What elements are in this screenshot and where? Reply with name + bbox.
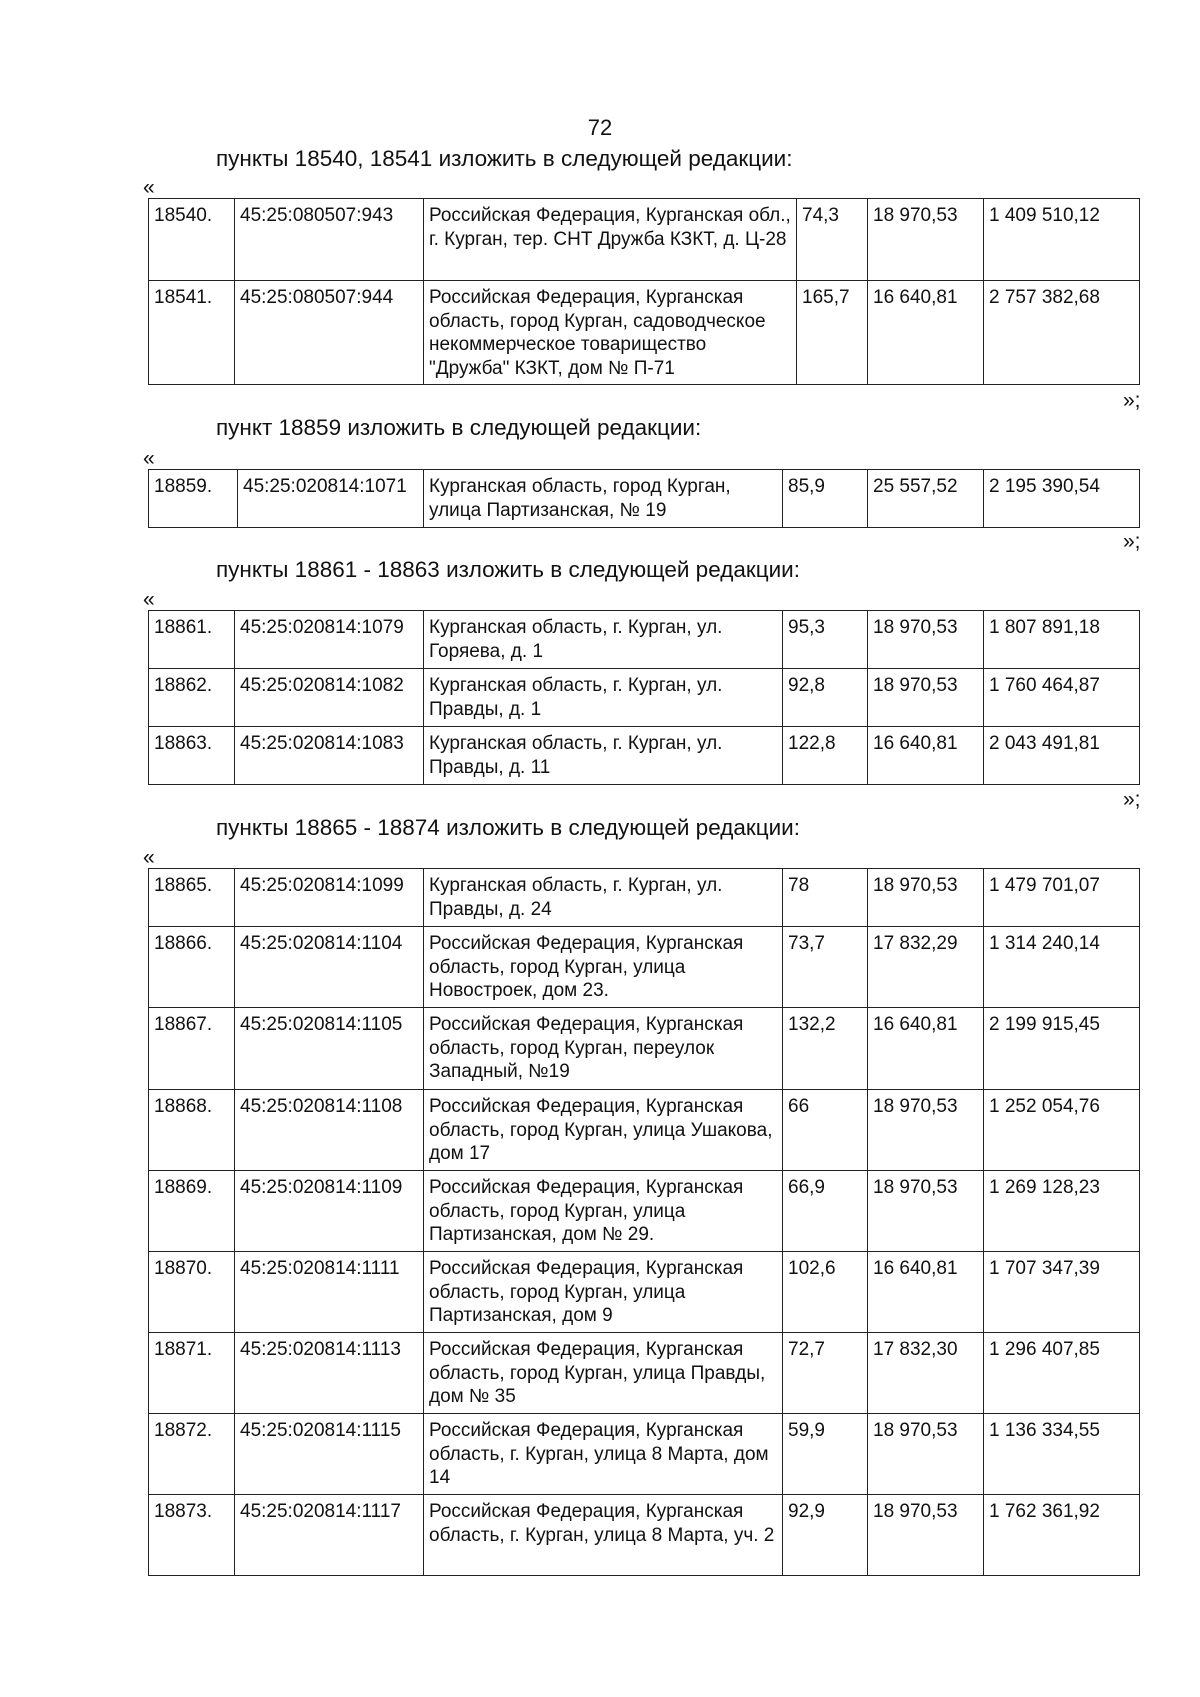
area: 74,3 <box>797 199 868 281</box>
close-quote: »; <box>1123 530 1141 553</box>
address: Российская Федерация, Курганская область, город Курган, улица Партизанская, дом 9 <box>424 1252 783 1333</box>
section-heading: пункт 18859 изложить в следующей редакции: <box>216 415 702 440</box>
address: Российская Федерация, Курганская область, г. Курган, улица 8 Марта, дом 14 <box>424 1414 783 1495</box>
table-row <box>149 1171 1140 1252</box>
total-value: 1 252 054,76 <box>984 1090 1140 1171</box>
total-value: 1 807 891,18 <box>984 611 1140 669</box>
table-row <box>149 611 1140 669</box>
cadastral-number: 45:25:020814:1083 <box>235 727 424 785</box>
cadastral-number: 45:25:020814:1071 <box>238 470 424 528</box>
total-value: 1 296 407,85 <box>984 1333 1140 1414</box>
unit-price: 18 970,53 <box>868 1090 984 1171</box>
area: 85,9 <box>783 470 868 528</box>
address: Российская Федерация, Курганская область, город Курган, улица Правды, дом № 35 <box>424 1333 783 1414</box>
table-row <box>149 1414 1140 1495</box>
unit-price: 18 970,53 <box>868 1495 984 1576</box>
row-number: 18863. <box>149 727 235 785</box>
table-row <box>149 470 1140 528</box>
unit-price: 18 970,53 <box>868 1414 984 1495</box>
cadastral-number: 45:25:020814:1105 <box>235 1008 424 1090</box>
row-number: 18540. <box>149 199 235 281</box>
cadastral-number: 45:25:020814:1115 <box>235 1414 424 1495</box>
row-number: 18866. <box>149 927 235 1008</box>
table-row <box>149 1090 1140 1171</box>
area: 95,3 <box>783 611 868 669</box>
total-value: 2 195 390,54 <box>984 470 1140 528</box>
section-heading: пункты 18865 - 18874 изложить в следующей редакции: <box>216 815 800 840</box>
unit-price: 16 640,81 <box>868 1008 984 1090</box>
area: 165,7 <box>797 281 868 385</box>
area: 72,7 <box>783 1333 868 1414</box>
row-number: 18869. <box>149 1171 235 1252</box>
address: Российская Федерация, Курганская область, город Курган, улица Ушакова, дом 17 <box>424 1090 783 1171</box>
section-heading: пункты 18861 - 18863 изложить в следующей редакции: <box>216 557 800 582</box>
total-value: 1 314 240,14 <box>984 927 1140 1008</box>
area: 102,6 <box>783 1252 868 1333</box>
cadastral-number: 45:25:020814:1082 <box>235 669 424 727</box>
area: 132,2 <box>783 1008 868 1090</box>
row-number: 18859. <box>149 470 238 528</box>
table-row <box>149 669 1140 727</box>
unit-price: 25 557,52 <box>868 470 984 528</box>
open-quote: « <box>143 176 155 199</box>
row-number: 18871. <box>149 1333 235 1414</box>
unit-price: 18 970,53 <box>868 1171 984 1252</box>
row-number: 18861. <box>149 611 235 669</box>
unit-price: 18 970,53 <box>868 199 984 281</box>
table-row <box>149 199 1140 281</box>
cadastral-number: 45:25:020814:1111 <box>235 1252 424 1333</box>
table-row <box>149 1495 1140 1576</box>
address: Курганская область, город Курган, улица Партизанская, № 19 <box>424 470 783 528</box>
cadastral-number: 45:25:020814:1117 <box>235 1495 424 1576</box>
cadastral-number: 45:25:020814:1109 <box>235 1171 424 1252</box>
area: 122,8 <box>783 727 868 785</box>
table-row <box>149 1333 1140 1414</box>
open-quote: « <box>143 447 155 470</box>
table-row <box>149 1008 1140 1090</box>
table-row <box>149 727 1140 785</box>
address: Курганская область, г. Курган, ул. Правды, д. 24 <box>424 869 783 927</box>
total-value: 2 043 491,81 <box>984 727 1140 785</box>
unit-price: 18 970,53 <box>868 669 984 727</box>
address: Российская Федерация, Курганская обл., г. Курган, тер. СНТ Дружба КЗКТ, д. Ц-28 <box>424 199 797 281</box>
section-table <box>148 610 1140 785</box>
area: 66 <box>783 1090 868 1171</box>
total-value: 1 707 347,39 <box>984 1252 1140 1333</box>
cadastral-number: 45:25:020814:1104 <box>235 927 424 1008</box>
cadastral-number: 45:25:020814:1099 <box>235 869 424 927</box>
cadastral-number: 45:25:020814:1113 <box>235 1333 424 1414</box>
row-number: 18870. <box>149 1252 235 1333</box>
unit-price: 17 832,30 <box>868 1333 984 1414</box>
open-quote: « <box>143 846 155 869</box>
cadastral-number: 45:25:080507:944 <box>235 281 424 385</box>
total-value: 1 269 128,23 <box>984 1171 1140 1252</box>
total-value: 1 760 464,87 <box>984 669 1140 727</box>
address: Российская Федерация, Курганская область, город Курган, переулок Западный, №19 <box>424 1008 783 1090</box>
row-number: 18873. <box>149 1495 235 1576</box>
unit-price: 16 640,81 <box>868 727 984 785</box>
address: Курганская область, г. Курган, ул. Правды, д. 1 <box>424 669 783 727</box>
cadastral-number: 45:25:020814:1108 <box>235 1090 424 1171</box>
table-row <box>149 927 1140 1008</box>
section-table <box>148 868 1140 1576</box>
total-value: 2 757 382,68 <box>984 281 1140 385</box>
cadastral-number: 45:25:080507:943 <box>235 199 424 281</box>
address: Российская Федерация, Курганская область, город Курган, садоводческое некоммерческое товарищество "Дружба" КЗКТ, дом № П-71 <box>424 281 797 385</box>
row-number: 18862. <box>149 669 235 727</box>
table-row <box>149 281 1140 385</box>
total-value: 1 409 510,12 <box>984 199 1140 281</box>
address: Курганская область, г. Курган, ул. Горяева, д. 1 <box>424 611 783 669</box>
total-value: 2 199 915,45 <box>984 1008 1140 1090</box>
area: 78 <box>783 869 868 927</box>
total-value: 1 136 334,55 <box>984 1414 1140 1495</box>
area: 66,9 <box>783 1171 868 1252</box>
cadastral-number: 45:25:020814:1079 <box>235 611 424 669</box>
table-row <box>149 1252 1140 1333</box>
section-table <box>148 198 1140 385</box>
unit-price: 17 832,29 <box>868 927 984 1008</box>
address: Курганская область, г. Курган, ул. Правды, д. 11 <box>424 727 783 785</box>
address: Российская Федерация, Курганская область, город Курган, улица Новостроек, дом 23. <box>424 927 783 1008</box>
row-number: 18872. <box>149 1414 235 1495</box>
page-number: 72 <box>587 115 613 140</box>
row-number: 18541. <box>149 281 235 385</box>
area: 92,9 <box>783 1495 868 1576</box>
unit-price: 18 970,53 <box>868 611 984 669</box>
row-number: 18868. <box>149 1090 235 1171</box>
area: 92,8 <box>783 669 868 727</box>
row-number: 18867. <box>149 1008 235 1090</box>
total-value: 1 762 361,92 <box>984 1495 1140 1576</box>
unit-price: 16 640,81 <box>868 281 984 385</box>
table-row <box>149 869 1140 927</box>
row-number: 18865. <box>149 869 235 927</box>
address: Российская Федерация, Курганская область, г. Курган, улица 8 Марта, уч. 2 <box>424 1495 783 1576</box>
unit-price: 16 640,81 <box>868 1252 984 1333</box>
total-value: 1 479 701,07 <box>984 869 1140 927</box>
section-heading: пункты 18540, 18541 изложить в следующей редакции: <box>216 146 793 171</box>
close-quote: »; <box>1123 389 1141 412</box>
address: Российская Федерация, Курганская область, город Курган, улица Партизанская, дом № 29. <box>424 1171 783 1252</box>
unit-price: 18 970,53 <box>868 869 984 927</box>
area: 59,9 <box>783 1414 868 1495</box>
open-quote: « <box>143 588 155 611</box>
area: 73,7 <box>783 927 868 1008</box>
close-quote: »; <box>1123 788 1141 811</box>
section-table <box>148 469 1140 528</box>
